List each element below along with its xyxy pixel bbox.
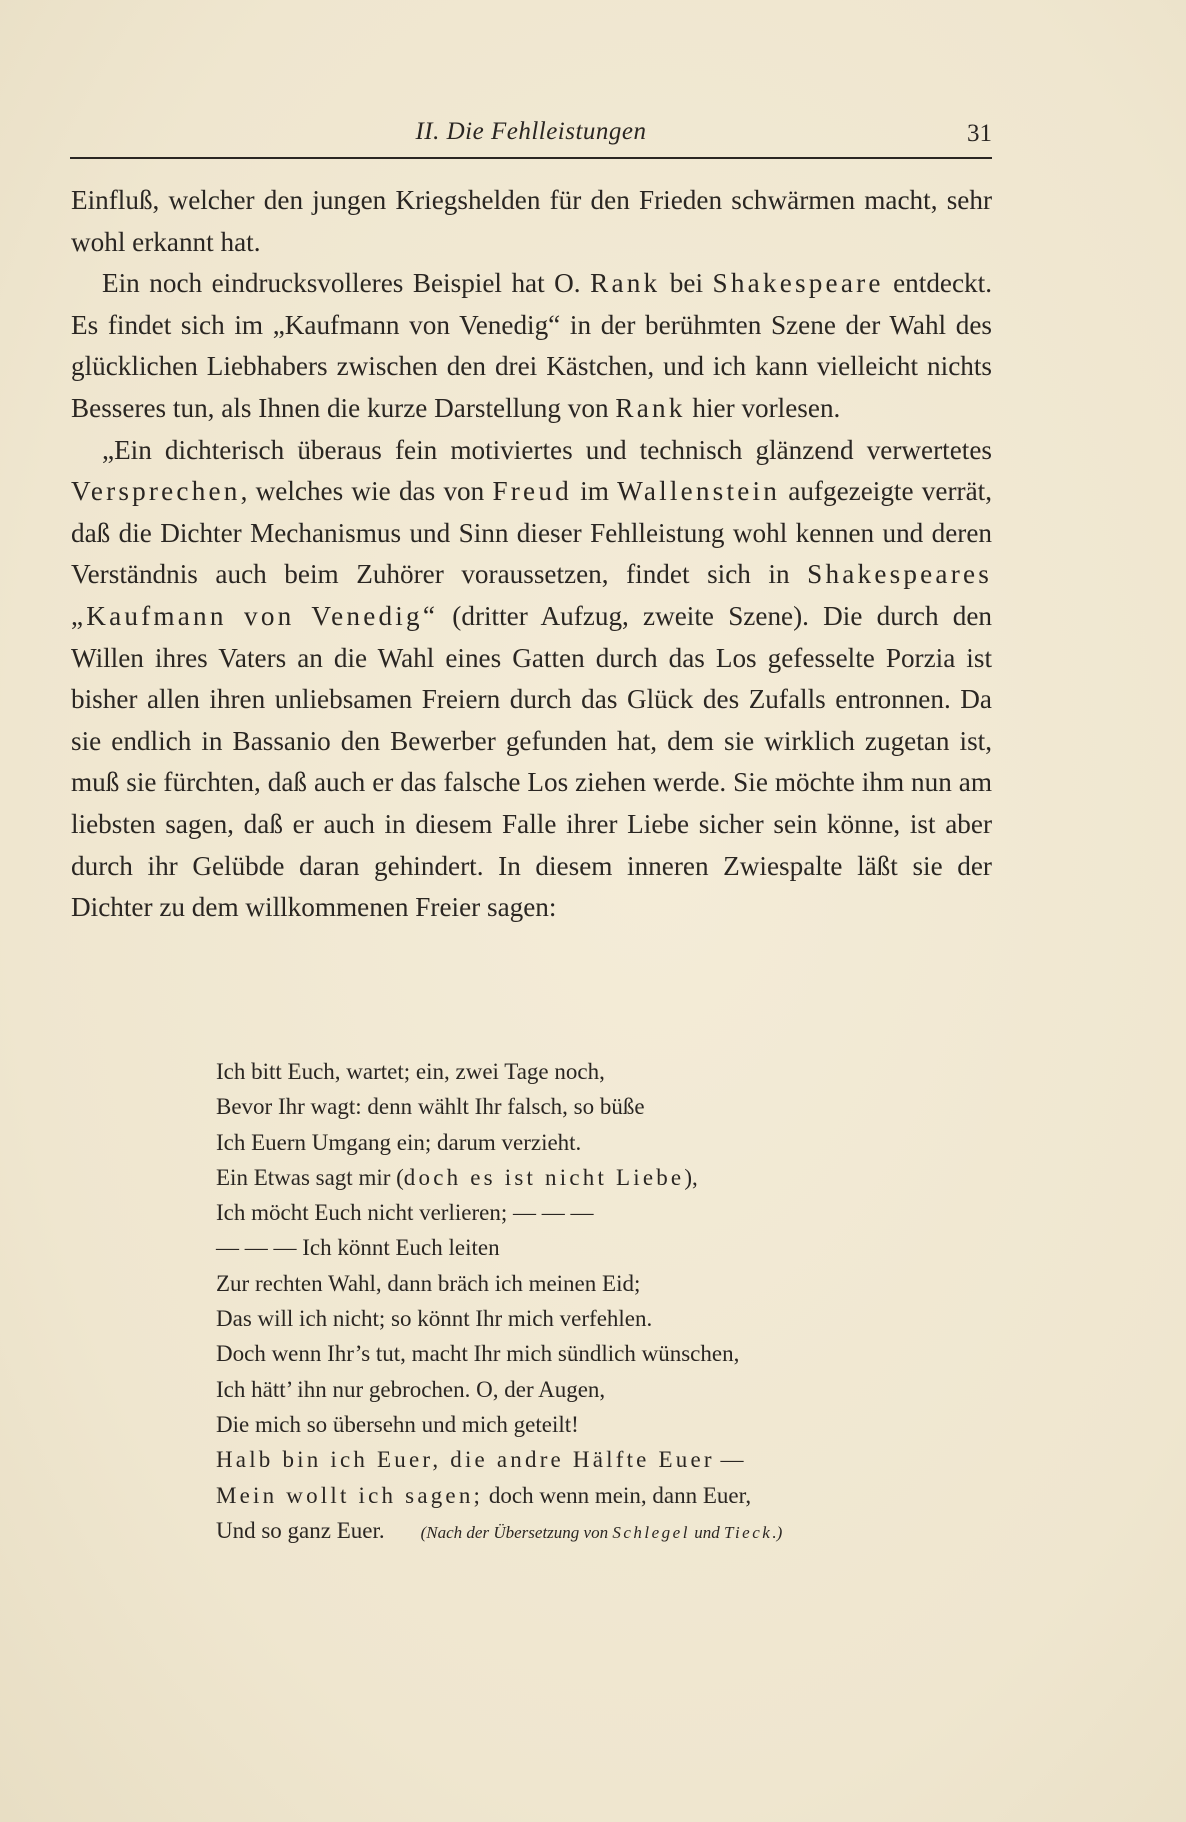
text-run: im xyxy=(571,476,618,507)
text-run: „Ein dichterisch überaus fein motiviertes und technisch glänzend verwertetes xyxy=(102,434,992,465)
page-number: 31 xyxy=(967,120,992,147)
page-header xyxy=(70,118,992,154)
text-run: und xyxy=(689,1522,724,1542)
text-run: aufgezeigte verrät, daß die Dichter Mechanismus und Sinn dieser Fehlleistung wohl kennen und deren Verständnis auch beim Zuhörer voraussetzen, findet sich in xyxy=(71,476,992,590)
paragraph xyxy=(71,180,992,263)
text-run: Die mich so übersehn und mich geteilt! xyxy=(216,1411,579,1437)
body-text xyxy=(71,180,992,929)
verse-line xyxy=(216,1160,996,1195)
spaced-text: Halb bin ich Euer, die andre Hälfte Euer xyxy=(216,1447,715,1473)
spaced-text: „Kaufmann von Venedig“ xyxy=(71,600,439,631)
verse-line xyxy=(216,1336,996,1371)
verse-line xyxy=(216,1125,996,1160)
text-run: Ich bitt Euch, wartet; ein, zwei Tage noch, xyxy=(216,1059,605,1084)
text-run: doch wenn mein, dann Euer, xyxy=(483,1482,752,1508)
text-run: Das will ich nicht; so könnt Ihr mich verfehlen. xyxy=(216,1306,653,1332)
text-run: .) xyxy=(772,1522,783,1542)
spaced-text: Rank xyxy=(590,268,661,299)
text-run: (dritter Aufzug, zweite Szene). Die durch den Willen ihres Vaters an die Wahl eines Gatten durch das Los gefesselte Porzia ist bisher allen ihren unliebsamen Freiern durch das Glück des Zufalls entronnen. Da sie endlich in Bassanio den Bewerber gefunden hat, dem sie wirklich zugetan ist, muß sie fürchten, daß auch er das falsche Los ziehen werde. Sie möchte ihm nun am liebsten sagen, daß er auch in diesem Falle ihrer Liebe sicher sein könne, ist aber durch ihr Gelübde daran gehindert. In diesem inneren Zwiespalte läßt sie der Dichter zu dem willkommenen Freier sagen: xyxy=(71,600,992,923)
verse-line xyxy=(216,1513,996,1550)
text-run: Doch wenn Ihr’s tut, macht Ihr mich sündlich wünschen, xyxy=(216,1341,740,1367)
spaced-text: Shakespeare xyxy=(712,268,884,299)
verse-line xyxy=(216,1407,996,1442)
verse-line xyxy=(216,1478,996,1513)
text-run: Ich möcht Euch nicht verlieren; — — — xyxy=(216,1200,594,1226)
text-run: , welches wie das von xyxy=(240,476,493,507)
text-run: (Nach der Übersetzung von xyxy=(420,1522,613,1542)
verse-line xyxy=(216,1372,996,1407)
text-run: — xyxy=(714,1447,744,1473)
spaced-text: Versprechen xyxy=(71,476,241,507)
spaced-text: Mein wollt ich sagen; xyxy=(216,1482,484,1508)
spaced-text: doch es ist nicht Liebe xyxy=(403,1164,685,1190)
running-head: II. Die Fehlleistungen xyxy=(415,118,647,145)
header-rule xyxy=(70,157,992,159)
text-run: Ich Euern Umgang ein; darum verzieht. xyxy=(216,1129,582,1155)
spaced-text: Tieck xyxy=(723,1522,773,1542)
spaced-text: Shakespeares xyxy=(807,559,992,590)
verse-line xyxy=(216,1442,996,1477)
verse-line xyxy=(216,1230,996,1265)
text-run: Und so ganz Euer. xyxy=(216,1517,385,1543)
text-run: entdeckt. Es findet sich im „Kaufmann von Venedig“ in der berühmten Szene der Wahl des glücklichen Liebhabers zwischen den drei Kästchen, und ich kann vielleicht nichts Besseres tun, als Ihnen die kurze Darstellung von xyxy=(71,268,992,423)
paragraph xyxy=(71,263,992,429)
spaced-text: Rank xyxy=(615,392,686,423)
verse-line xyxy=(216,1089,996,1124)
text-run: Ein noch eindrucksvolleres Beispiel hat O. xyxy=(102,268,591,299)
verse-quotation xyxy=(216,1054,996,1550)
text-run: bei xyxy=(660,268,713,299)
text-run: — — — Ich könnt Euch leiten xyxy=(216,1235,500,1261)
spaced-text: Schlegel xyxy=(612,1522,690,1542)
paragraph xyxy=(71,430,992,929)
verse-line xyxy=(216,1054,996,1089)
verse-line xyxy=(216,1195,996,1230)
verse-line xyxy=(216,1301,996,1336)
spaced-text: Freud xyxy=(492,476,572,507)
translation-attribution xyxy=(421,1523,783,1542)
text-run: Ich hätt’ ihn nur gebrochen. O, der Augen, xyxy=(216,1376,606,1402)
text-run: ), xyxy=(684,1164,698,1190)
text-run: Zur rechten Wahl, dann bräch ich meinen Eid; xyxy=(216,1270,641,1296)
text-run: Ein Etwas sagt mir ( xyxy=(216,1164,404,1190)
text-run: Einfluß, welcher den jungen Kriegshelden für den Frieden schwärmen macht, sehr wohl erkannt hat. xyxy=(71,185,992,257)
verse-line xyxy=(216,1266,996,1301)
text-run: hier vorlesen. xyxy=(685,392,841,423)
text-run: Bevor Ihr wagt: denn wählt Ihr falsch, so büße xyxy=(216,1094,645,1120)
spaced-text: Wallenstein xyxy=(617,476,781,507)
